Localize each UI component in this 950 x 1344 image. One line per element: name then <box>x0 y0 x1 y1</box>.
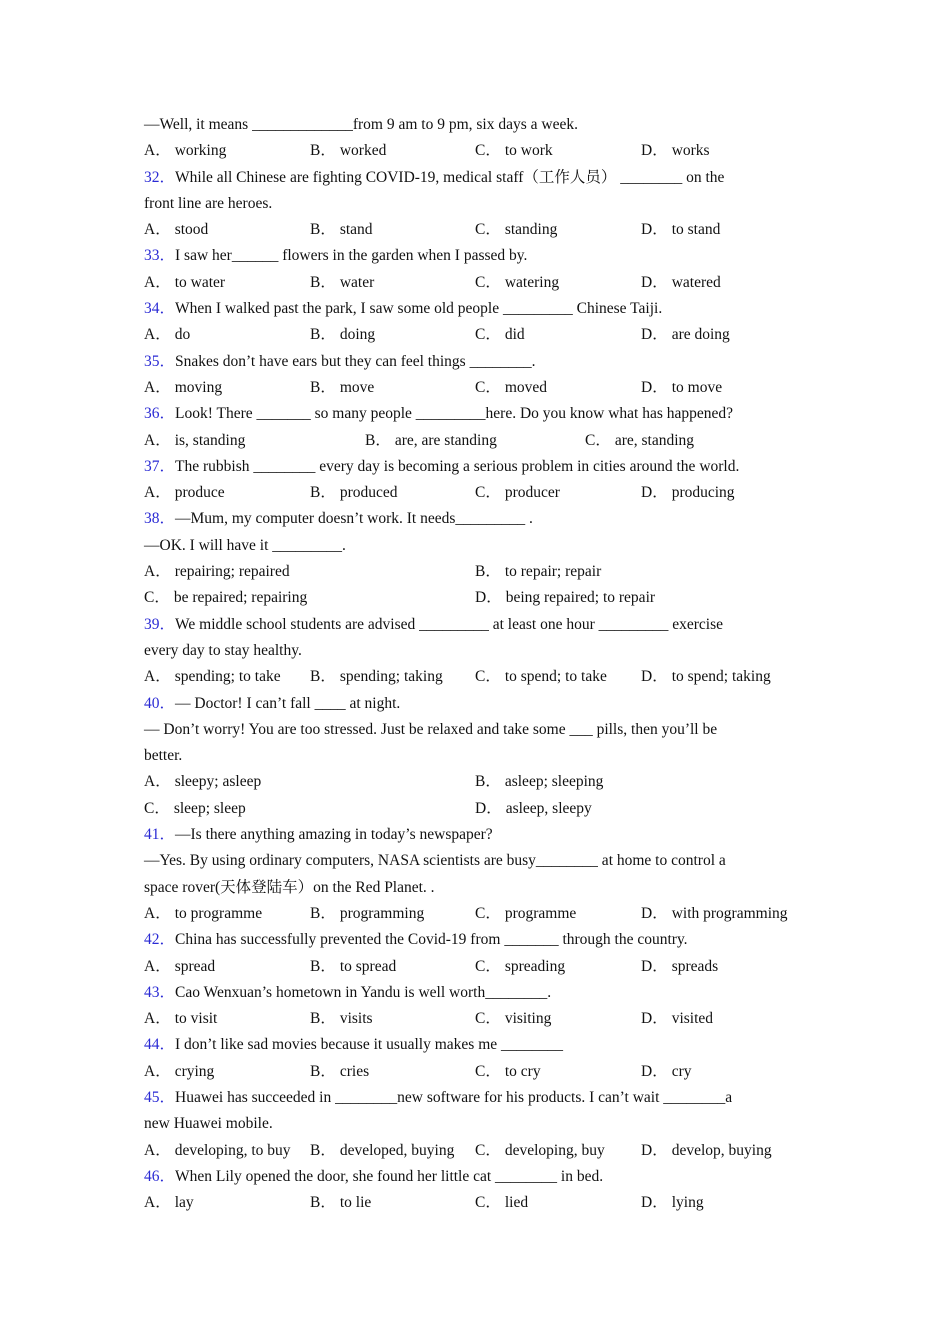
option-b <box>310 1190 371 1216</box>
option-text: developing, to buy <box>174 1141 291 1159</box>
option-text: to spend; taking <box>671 668 771 686</box>
option-text: developed, buying <box>339 1141 455 1159</box>
option-a <box>144 480 225 506</box>
question-text: I don’t like sad movies because it usually makes me ________ <box>175 1036 564 1054</box>
question-number: 36． <box>144 405 176 423</box>
option-d <box>641 954 718 980</box>
option-text: to stand <box>671 221 721 239</box>
option-text: lay <box>174 1194 194 1212</box>
question-number: 46． <box>144 1167 176 1185</box>
question-text: I saw her______ flowers in the garden when I passed by. <box>175 247 528 265</box>
question-line <box>144 165 804 191</box>
option-text: to programme <box>174 904 263 922</box>
option-text: visiting <box>504 1010 552 1028</box>
option-a <box>144 954 215 980</box>
option-text: being repaired; to repair <box>505 589 656 607</box>
option-label: A． <box>144 484 171 502</box>
option-label: D． <box>641 221 668 239</box>
option-text: develop, buying <box>671 1141 772 1159</box>
option-text: watered <box>671 273 721 291</box>
question-text: While all Chinese are fighting COVID-19, medical staff（工作人员） ________ on the <box>175 168 725 186</box>
question-line <box>144 612 804 638</box>
option-label: A． <box>144 668 171 686</box>
option-c <box>475 480 560 506</box>
options-row <box>144 559 804 585</box>
question-number: 32． <box>144 168 176 186</box>
option-label: B． <box>310 326 336 344</box>
options-row <box>144 1006 804 1032</box>
text-line: —Yes. By using ordinary computers, NASA scientists are busy________ at home to control a <box>144 852 726 870</box>
option-d <box>641 480 735 506</box>
option-d <box>641 1059 692 1085</box>
option-text: working <box>174 142 227 160</box>
question-line <box>144 822 804 848</box>
option-label: B． <box>310 668 336 686</box>
option-b <box>310 1006 373 1032</box>
question-line <box>144 243 804 269</box>
text-line: front line are heroes. <box>144 194 273 212</box>
question-text: Snakes don’t have ears but they can feel things ________. <box>175 352 536 370</box>
option-c <box>475 1059 541 1085</box>
option-text: be repaired; repairing <box>173 589 308 607</box>
question-text: When Lily opened the door, she found her little cat ________ in bed. <box>175 1167 604 1185</box>
question-text: Cao Wenxuan’s hometown in Yandu is well worth________. <box>175 983 552 1001</box>
option-text: to cry <box>504 1062 541 1080</box>
option-label: C． <box>475 1010 501 1028</box>
option-label: D． <box>641 668 668 686</box>
option-text: sleepy; asleep <box>174 773 262 791</box>
option-text: produced <box>339 484 398 502</box>
option-label: C． <box>475 378 501 396</box>
option-text: asleep, sleepy <box>505 799 592 817</box>
options-row <box>144 769 804 795</box>
option-text: are, standing <box>614 431 695 449</box>
question-text: When I walked past the park, I saw some old people _________ Chinese Taiji. <box>175 300 663 318</box>
option-text: cry <box>671 1062 692 1080</box>
question-text: —Mum, my computer doesn’t work. It needs_________ . <box>175 510 533 528</box>
question-line <box>144 349 804 375</box>
option-d <box>475 585 655 611</box>
question-line <box>144 506 804 532</box>
question-text: Huawei has succeeded in ________new software for his products. I can’t wait ________a <box>175 1088 733 1106</box>
option-label: D． <box>641 1062 668 1080</box>
option-label: A． <box>144 1194 171 1212</box>
text-line: space rover(天体登陆车）on the Red Planet. . <box>144 878 435 896</box>
option-c <box>475 901 576 927</box>
question-line <box>144 1032 804 1058</box>
text-line: every day to stay healthy. <box>144 641 302 659</box>
option-text: doing <box>339 326 376 344</box>
option-c <box>475 375 547 401</box>
question-number: 35． <box>144 352 176 370</box>
option-c <box>144 796 246 822</box>
option-text: programme <box>504 904 577 922</box>
option-d <box>641 138 710 164</box>
option-label: C． <box>475 1141 501 1159</box>
option-text: standing <box>504 221 558 239</box>
question-number: 34． <box>144 300 176 318</box>
option-label: A． <box>144 1010 171 1028</box>
question-text: China has successfully prevented the Covid-19 from _______ through the country. <box>175 931 688 949</box>
option-label: A． <box>144 957 171 975</box>
option-text: lying <box>671 1194 704 1212</box>
option-d <box>641 1138 772 1164</box>
option-text: developing, buy <box>504 1141 605 1159</box>
option-label: B． <box>310 142 336 160</box>
option-text: works <box>671 142 710 160</box>
option-label: A． <box>144 378 171 396</box>
option-label: C． <box>475 273 501 291</box>
option-label: A． <box>144 773 171 791</box>
option-label: D． <box>641 142 668 160</box>
option-b <box>310 270 374 296</box>
option-a <box>144 428 245 454</box>
option-label: C． <box>475 221 501 239</box>
option-label: C． <box>475 668 501 686</box>
option-b <box>310 1059 369 1085</box>
option-text: visited <box>671 1010 714 1028</box>
question-line <box>144 927 804 953</box>
option-b <box>475 769 603 795</box>
option-text: to work <box>504 142 553 160</box>
option-c <box>475 322 525 348</box>
option-b <box>310 375 374 401</box>
option-text: spreading <box>504 957 566 975</box>
option-label: A． <box>144 326 171 344</box>
question-line <box>144 401 804 427</box>
options-row <box>144 138 804 164</box>
option-a <box>144 1190 194 1216</box>
option-text: move <box>339 378 375 396</box>
option-label: B． <box>475 563 501 581</box>
options-row <box>144 428 804 454</box>
option-b <box>310 901 424 927</box>
option-d <box>641 375 722 401</box>
option-text: stood <box>174 221 209 239</box>
options-row <box>144 585 804 611</box>
option-c <box>475 1138 605 1164</box>
question-line <box>144 1085 804 1111</box>
text-line: —Well, it means _____________from 9 am to 9 pm, six days a week. <box>144 116 578 133</box>
option-a <box>144 559 290 585</box>
option-a <box>144 1006 217 1032</box>
question-line <box>144 691 804 717</box>
option-text: did <box>504 326 525 344</box>
question-text: — Doctor! I can’t fall ____ at night. <box>175 694 401 712</box>
option-text: to move <box>671 378 723 396</box>
option-b <box>310 664 443 690</box>
option-text: to water <box>174 273 226 291</box>
option-text: producer <box>504 484 560 502</box>
options-row <box>144 322 804 348</box>
option-label: B． <box>310 957 336 975</box>
question-number: 37． <box>144 457 176 475</box>
question-number: 43． <box>144 983 176 1001</box>
option-text: programming <box>339 904 425 922</box>
option-b <box>310 480 398 506</box>
option-label: D． <box>641 904 668 922</box>
question-line <box>144 1164 804 1190</box>
option-a <box>144 1138 291 1164</box>
option-label: B． <box>310 221 336 239</box>
option-text: to spend; to take <box>504 668 607 686</box>
question-text: —Is there anything amazing in today’s newspaper? <box>175 826 493 844</box>
option-label: B． <box>310 378 336 396</box>
option-d <box>641 1006 713 1032</box>
option-a <box>144 375 222 401</box>
option-label: D． <box>475 589 502 607</box>
option-text: spending; to take <box>174 668 281 686</box>
option-text: worked <box>339 142 387 160</box>
question-line <box>144 454 804 480</box>
option-c <box>475 954 565 980</box>
option-c <box>144 585 307 611</box>
option-label: D． <box>641 1010 668 1028</box>
option-text: cries <box>339 1062 370 1080</box>
option-label: D． <box>641 1194 668 1212</box>
option-label: C． <box>475 1062 501 1080</box>
option-label: B． <box>310 1194 336 1212</box>
option-label: D． <box>641 1141 668 1159</box>
option-text: to repair; repair <box>504 563 602 581</box>
option-text: do <box>174 326 191 344</box>
option-b <box>310 1138 454 1164</box>
option-d <box>641 322 730 348</box>
option-label: D． <box>641 378 668 396</box>
options-row <box>144 375 804 401</box>
option-label: A． <box>144 1062 171 1080</box>
option-label: D． <box>641 273 668 291</box>
option-label: A． <box>144 563 171 581</box>
option-label: C． <box>585 431 611 449</box>
option-label: B． <box>310 484 336 502</box>
options-row <box>144 270 804 296</box>
option-c <box>585 428 694 454</box>
options-row <box>144 1059 804 1085</box>
options-row <box>144 954 804 980</box>
options-row <box>144 1138 804 1164</box>
option-label: B． <box>310 1141 336 1159</box>
option-label: A． <box>144 221 171 239</box>
option-text: is, standing <box>174 431 246 449</box>
text-line: —OK. I will have it _________. <box>144 536 346 554</box>
question-line <box>144 296 804 322</box>
text-line: — Don’t worry! You are too stressed. Just be relaxed and take some ___ pills, then you’ll be <box>144 720 718 738</box>
option-label: A． <box>144 1141 171 1159</box>
option-d <box>641 1190 704 1216</box>
question-number: 33． <box>144 247 176 265</box>
question-number: 41． <box>144 826 176 844</box>
options-row <box>144 796 804 822</box>
options-row <box>144 480 804 506</box>
option-text: lied <box>504 1194 529 1212</box>
option-label: A． <box>144 431 171 449</box>
options-row <box>144 901 804 927</box>
option-text: visits <box>339 1010 373 1028</box>
option-d <box>641 901 788 927</box>
option-label: C． <box>475 142 501 160</box>
question-number: 42． <box>144 931 176 949</box>
option-c <box>475 270 559 296</box>
question-number: 38． <box>144 510 176 528</box>
option-d <box>475 796 592 822</box>
option-text: spread <box>174 957 216 975</box>
option-c <box>475 138 553 164</box>
option-a <box>144 138 226 164</box>
option-a <box>144 769 261 795</box>
option-label: C． <box>475 326 501 344</box>
option-label: B． <box>310 904 336 922</box>
option-a <box>144 217 208 243</box>
option-c <box>475 217 557 243</box>
option-label: C． <box>475 1194 501 1212</box>
option-text: water <box>339 273 375 291</box>
option-text: to visit <box>174 1010 218 1028</box>
option-text: are, are standing <box>394 431 497 449</box>
options-row <box>144 217 804 243</box>
option-b <box>310 322 375 348</box>
question-number: 44． <box>144 1036 176 1054</box>
option-label: A． <box>144 142 171 160</box>
option-label: B． <box>475 773 501 791</box>
option-a <box>144 322 190 348</box>
option-text: watering <box>504 273 560 291</box>
text-line: better. <box>144 747 183 765</box>
exam-document <box>144 112 804 1216</box>
option-label: D． <box>641 326 668 344</box>
question-line <box>144 980 804 1006</box>
option-text: are doing <box>671 326 730 344</box>
option-text: asleep; sleeping <box>504 773 604 791</box>
question-text: The rubbish ________ every day is becoming a serious problem in cities around the world. <box>175 457 740 475</box>
question-number: 39． <box>144 615 176 633</box>
option-label: C． <box>144 589 170 607</box>
option-b <box>475 559 601 585</box>
option-a <box>144 664 281 690</box>
option-text: sleep; sleep <box>173 799 246 817</box>
option-b <box>310 954 396 980</box>
question-text: We middle school students are advised _________ at least one hour _________ exercise <box>175 615 724 633</box>
option-label: C． <box>475 957 501 975</box>
option-a <box>144 901 262 927</box>
option-label: B． <box>310 1010 336 1028</box>
option-text: spreads <box>671 957 719 975</box>
option-label: B． <box>365 431 391 449</box>
option-b <box>310 138 386 164</box>
options-row <box>144 664 804 690</box>
option-a <box>144 1059 214 1085</box>
option-c <box>475 1190 528 1216</box>
option-b <box>310 217 373 243</box>
option-text: with programming <box>671 904 788 922</box>
option-a <box>144 270 225 296</box>
option-text: moved <box>504 378 548 396</box>
option-d <box>641 664 771 690</box>
option-text: spending; taking <box>339 668 443 686</box>
option-text: to lie <box>339 1194 372 1212</box>
option-text: producing <box>671 484 735 502</box>
option-d <box>641 270 721 296</box>
option-label: B． <box>310 273 336 291</box>
option-label: C． <box>475 484 501 502</box>
text-line: new Huawei mobile. <box>144 1115 273 1133</box>
option-text: produce <box>174 484 225 502</box>
option-label: D． <box>475 799 502 817</box>
option-c <box>475 664 607 690</box>
question-text: Look! There _______ so many people _________here. Do you know what has happened? <box>175 405 734 423</box>
option-label: B． <box>310 1062 336 1080</box>
question-number: 45． <box>144 1088 176 1106</box>
question-number: 40． <box>144 694 176 712</box>
option-label: C． <box>144 799 170 817</box>
option-text: to spread <box>339 957 397 975</box>
option-d <box>641 217 720 243</box>
option-label: A． <box>144 273 171 291</box>
option-b <box>365 428 497 454</box>
option-label: C． <box>475 904 501 922</box>
option-text: crying <box>174 1062 215 1080</box>
option-label: A． <box>144 904 171 922</box>
option-text: repairing; repaired <box>174 563 290 581</box>
option-label: D． <box>641 484 668 502</box>
option-text: stand <box>339 221 373 239</box>
option-text: moving <box>174 378 223 396</box>
option-label: D． <box>641 957 668 975</box>
option-c <box>475 1006 551 1032</box>
options-row <box>144 1190 804 1216</box>
